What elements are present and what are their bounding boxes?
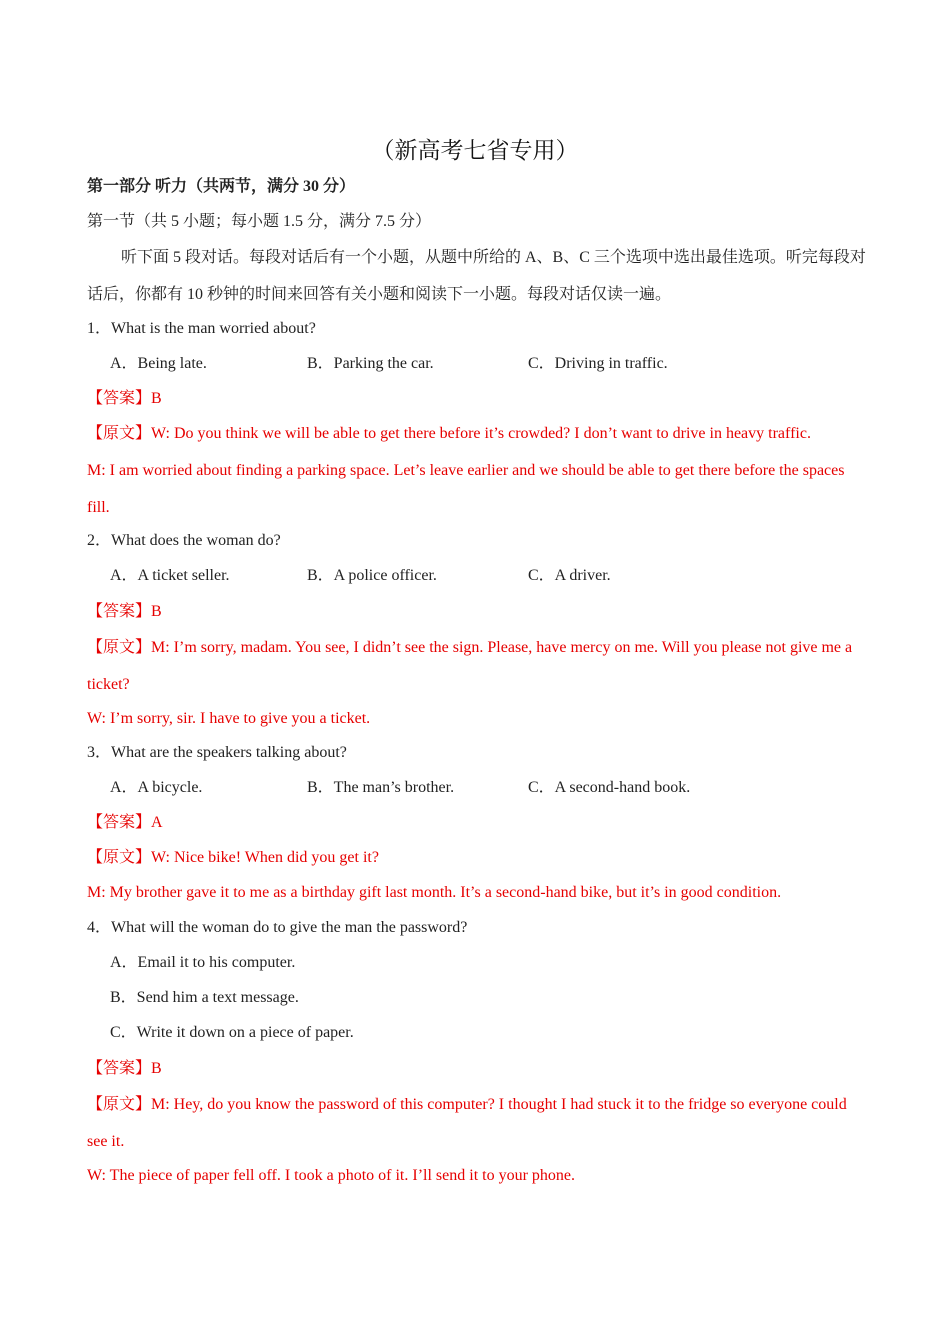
question-3-option-a: A．A bicycle. — [110, 779, 203, 796]
question-4-option-a: A．Email it to his computer. — [110, 954, 296, 971]
question-4-answer: 【答案】B — [87, 1060, 162, 1077]
question-1-option-b: B．Parking the car. — [307, 355, 434, 372]
question-4-option-b: B．Send him a text message. — [110, 989, 299, 1006]
instructions: 听下面 5 段对话。每段对话后有一个小题，从题中所给的 A、B、C 三个选项中选出最佳选项。听完每段对话后，你都有 10 秒钟的时间来回答有关小题和阅读下一小题。每段对话仅读一遍。 — [87, 249, 866, 303]
question-2-option-b: B．A police officer. — [307, 567, 437, 584]
question-1-answer: 【答案】B — [87, 390, 162, 407]
part-heading: 第一部分 听力（共两节，满分 30 分） — [87, 178, 356, 195]
question-2-option-a: A．A ticket seller. — [110, 567, 230, 584]
question-2-option-c: C．A driver. — [528, 567, 611, 584]
question-4-transcript-1: 【原文】M: Hey, do you know the password of this computer? I thought I had stuck it to the fridge so everyone could see it. — [87, 1096, 847, 1150]
question-1-option-a: A．Being late. — [110, 355, 207, 372]
question-3-transcript-1: 【原文】W: Nice bike! When did you get it? — [87, 849, 379, 866]
question-4-option-c: C．Write it down on a piece of paper. — [110, 1024, 354, 1041]
question-2-answer: 【答案】B — [87, 603, 162, 620]
question-3-transcript-2: M: My brother gave it to me as a birthday gift last month. It’s a second-hand bike, but it’s in good condition. — [87, 884, 782, 901]
question-1-transcript-2: M: I am worried about finding a parking space. Let’s leave earlier and we should be able to get there before the spaces fill. — [87, 462, 845, 516]
question-1-option-c: C．Driving in traffic. — [528, 355, 668, 372]
question-3-answer: 【答案】A — [87, 814, 163, 831]
question-2-transcript-1: 【原文】M: I’m sorry, madam. You see, I didn’t see the sign. Please, have mercy on me. Will you please not give me a ticket? — [87, 639, 853, 693]
question-1-transcript-1: 【原文】W: Do you think we will be able to get there before it’s crowded? I don’t want to drive in heavy traffic. — [87, 425, 811, 442]
question-3-option-b: B．The man’s brother. — [307, 779, 455, 796]
question-2-transcript-2: W: I’m sorry, sir. I have to give you a ticket. — [87, 710, 371, 727]
question-1-stem: 1．What is the man worried about? — [87, 320, 316, 337]
section-heading: 第一节（共 5 小题；每小题 1.5 分，满分 7.5 分） — [87, 213, 432, 230]
question-4-transcript-2: W: The piece of paper fell off. I took a photo of it. I’ll send it to your phone. — [87, 1167, 576, 1184]
question-3-stem: 3．What are the speakers talking about? — [87, 744, 347, 761]
question-4-stem: 4．What will the woman do to give the man the password? — [87, 919, 468, 936]
page-title: （新高考七省专用） — [371, 138, 579, 163]
question-3-option-c: C．A second-hand book. — [528, 779, 691, 796]
question-2-stem: 2．What does the woman do? — [87, 532, 281, 549]
